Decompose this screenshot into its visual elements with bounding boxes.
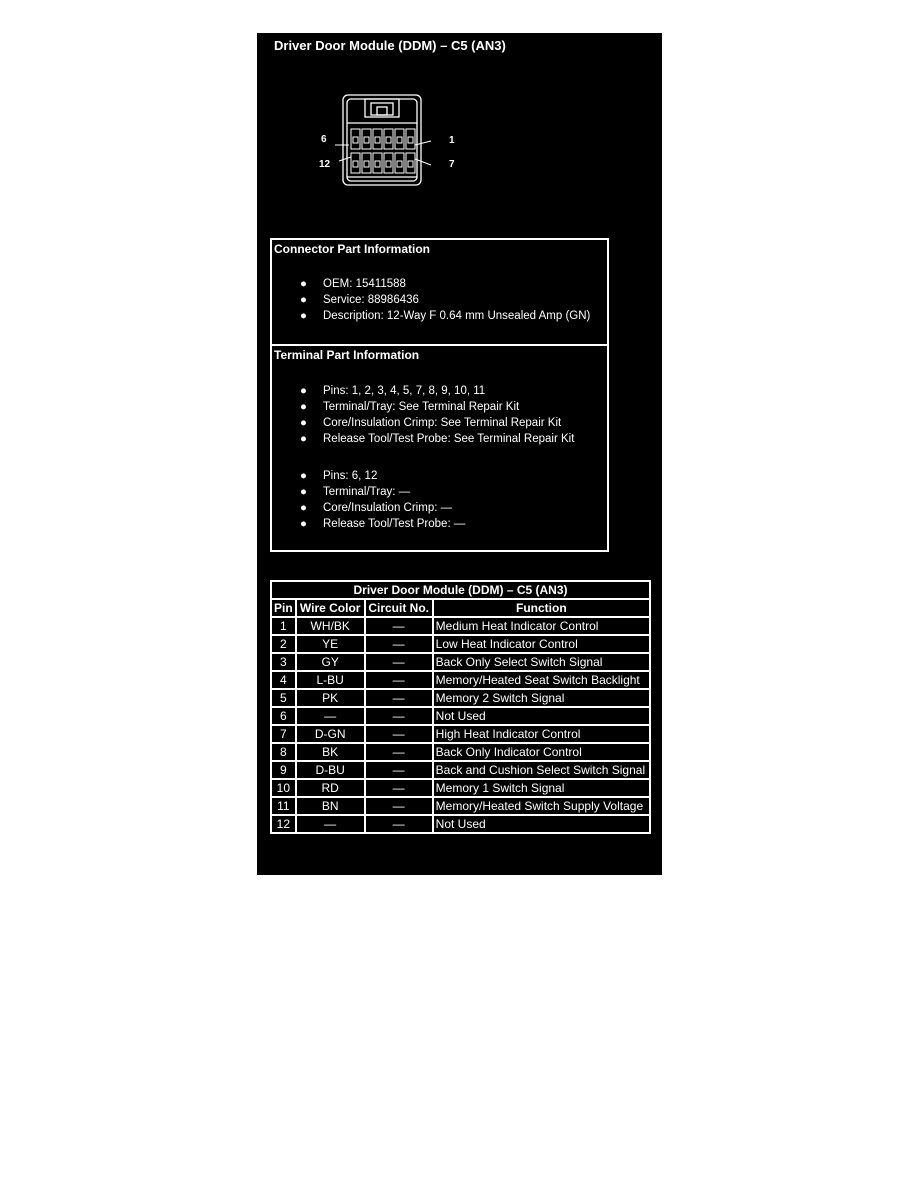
pin-label-7: 7: [449, 159, 455, 170]
connector-pin-cavity: [406, 129, 415, 149]
pin-cell: 3: [271, 653, 296, 671]
wire-color-cell: L-BU: [296, 671, 365, 689]
function-cell: Low Heat Indicator Control: [433, 635, 650, 653]
connector-pin-terminal: [397, 137, 402, 143]
connector-diagram: [313, 93, 463, 193]
wire-color-cell: WH/BK: [296, 617, 365, 635]
wire-color-cell: YE: [296, 635, 365, 653]
column-header-function: Function: [433, 599, 650, 617]
list-item-text: Core/Insulation Crimp: See Terminal Repair Kit: [323, 417, 562, 429]
list-item-text: Release Tool/Test Probe: See Terminal Repair Kit: [323, 433, 575, 445]
function-cell: Back Only Indicator Control: [433, 743, 650, 761]
bullet-icon: ●: [300, 310, 307, 322]
bullet-icon: ●: [300, 486, 307, 498]
list-item-text: Description: 12-Way F 0.64 mm Unsealed Amp (GN): [323, 310, 591, 322]
connector-pin-cavity: [384, 153, 393, 173]
pinout-table-body: [271, 617, 650, 833]
table-row: [271, 635, 650, 653]
wire-color-cell: RD: [296, 779, 365, 797]
connector-part-info-box: [270, 238, 609, 346]
circuit-number-cell: —: [365, 617, 433, 635]
function-cell: High Heat Indicator Control: [433, 725, 650, 743]
page-title: Driver Door Module (DDM) – C5 (AN3): [274, 38, 506, 53]
connector-pin-terminal: [353, 161, 358, 167]
function-cell: Medium Heat Indicator Control: [433, 617, 650, 635]
table-row: [271, 779, 650, 797]
wire-color-cell: —: [296, 707, 365, 725]
list-item: [282, 431, 574, 447]
function-cell: Memory 1 Switch Signal: [433, 779, 650, 797]
bullet-icon: ●: [300, 518, 307, 530]
list-item: [282, 383, 574, 399]
bullet-icon: ●: [300, 294, 307, 306]
pin-cell: 12: [271, 815, 296, 833]
table-row: [271, 671, 650, 689]
connector-pin-cavity: [384, 129, 393, 149]
function-cell: Back Only Select Switch Signal: [433, 653, 650, 671]
column-header-pin: Pin: [271, 599, 296, 617]
pin-cell: 2: [271, 635, 296, 653]
pin-cell: 8: [271, 743, 296, 761]
pin-cell: 5: [271, 689, 296, 707]
pin-cell: 6: [271, 707, 296, 725]
connector-pin-terminal: [364, 137, 369, 143]
table-row: [271, 689, 650, 707]
connector-pin-cavity: [362, 153, 371, 173]
table-row: [271, 797, 650, 815]
connector-pin-terminal: [386, 161, 391, 167]
table-header-row: [271, 599, 650, 617]
bullet-icon: ●: [300, 470, 307, 482]
bullet-icon: ●: [300, 385, 307, 397]
list-item-text: Service: 88986436: [323, 294, 419, 306]
list-item-text: OEM: 15411588: [323, 278, 406, 290]
bullet-icon: ●: [300, 401, 307, 413]
connector-pin-terminal: [386, 137, 391, 143]
function-cell: Memory/Heated Seat Switch Backlight: [433, 671, 650, 689]
circuit-number-cell: —: [365, 689, 433, 707]
terminal-part-info-box: [270, 344, 609, 552]
circuit-number-cell: —: [365, 761, 433, 779]
column-header-circuit-no: Circuit No.: [365, 599, 433, 617]
connector-pin-terminal: [364, 161, 369, 167]
connector-pin-cavity: [351, 129, 360, 149]
wire-color-cell: BK: [296, 743, 365, 761]
connector-pin-cavity: [373, 129, 382, 149]
wire-color-cell: PK: [296, 689, 365, 707]
wire-color-cell: BN: [296, 797, 365, 815]
pin-cell: 1: [271, 617, 296, 635]
column-header-wire-color: Wire Color: [296, 599, 365, 617]
connector-pin-cavity: [351, 153, 360, 173]
wire-color-cell: D-BU: [296, 761, 365, 779]
table-row: [271, 815, 650, 833]
list-item: [282, 415, 574, 431]
function-cell: Not Used: [433, 707, 650, 725]
circuit-number-cell: —: [365, 815, 433, 833]
pin-cell: 9: [271, 761, 296, 779]
bullet-icon: ●: [300, 417, 307, 429]
function-cell: Memory/Heated Switch Supply Voltage: [433, 797, 650, 815]
table-row: [271, 653, 650, 671]
pin-label-6: 6: [321, 134, 327, 145]
pin-cell: 10: [271, 779, 296, 797]
terminal-part-info-group-2: [282, 468, 465, 532]
connector-pin-cavity: [373, 153, 382, 173]
circuit-number-cell: —: [365, 671, 433, 689]
connector-pin-cavity: [395, 153, 404, 173]
connector-pin-terminal: [353, 137, 358, 143]
connector-pin-terminal: [408, 161, 413, 167]
circuit-number-cell: —: [365, 635, 433, 653]
list-item-text: Release Tool/Test Probe: —: [323, 518, 466, 530]
connector-pin-cavity: [395, 129, 404, 149]
terminal-part-info-heading: Terminal Part Information: [274, 348, 420, 362]
circuit-number-cell: —: [365, 653, 433, 671]
list-item: [282, 399, 574, 415]
pinout-table: [270, 580, 651, 834]
wire-color-cell: GY: [296, 653, 365, 671]
connector-pin-terminal: [375, 161, 380, 167]
bullet-icon: ●: [300, 502, 307, 514]
function-cell: Back and Cushion Select Switch Signal: [433, 761, 650, 779]
list-item-text: Terminal/Tray: See Terminal Repair Kit: [323, 401, 520, 413]
table-row: [271, 617, 650, 635]
connector-pin-terminal: [397, 161, 402, 167]
bullet-icon: ●: [300, 433, 307, 445]
list-item: [282, 468, 465, 484]
circuit-number-cell: —: [365, 779, 433, 797]
list-item: [282, 516, 465, 532]
wire-color-cell: —: [296, 815, 365, 833]
list-item-text: Pins: 6, 12: [323, 470, 378, 482]
connector-pin-cavity: [362, 129, 371, 149]
connector-pin-terminal: [408, 137, 413, 143]
table-title-row: [271, 581, 650, 599]
circuit-number-cell: —: [365, 707, 433, 725]
connector-pin-terminal: [375, 137, 380, 143]
list-item: [282, 276, 590, 292]
document-panel: [257, 33, 662, 875]
pin-cell: 11: [271, 797, 296, 815]
circuit-number-cell: —: [365, 797, 433, 815]
table-row: [271, 743, 650, 761]
list-item-text: Terminal/Tray: —: [323, 486, 411, 498]
function-cell: Not Used: [433, 815, 650, 833]
bullet-icon: ●: [300, 278, 307, 290]
list-item-text: Pins: 1, 2, 3, 4, 5, 7, 8, 9, 10, 11: [323, 385, 486, 397]
list-item: [282, 308, 590, 324]
table-row: [271, 707, 650, 725]
connector-part-info-heading: Connector Part Information: [274, 242, 431, 256]
connector-part-info-list: [282, 276, 590, 324]
circuit-number-cell: —: [365, 725, 433, 743]
pin-cell: 4: [271, 671, 296, 689]
pin-label-12: 12: [319, 159, 331, 170]
list-item-text: Core/Insulation Crimp: —: [323, 502, 453, 514]
list-item: [282, 292, 590, 308]
pin-label-1: 1: [449, 135, 455, 146]
circuit-number-cell: —: [365, 743, 433, 761]
table-row: [271, 725, 650, 743]
list-item: [282, 500, 465, 516]
function-cell: Memory 2 Switch Signal: [433, 689, 650, 707]
terminal-part-info-group-1: [282, 383, 574, 447]
pin-cell: 7: [271, 725, 296, 743]
connector-pin-cavity: [406, 153, 415, 173]
connector-drawing: [313, 93, 463, 193]
list-item: [282, 484, 465, 500]
wire-color-cell: D-GN: [296, 725, 365, 743]
table-row: [271, 761, 650, 779]
table-title: Driver Door Module (DDM) – C5 (AN3): [271, 581, 650, 599]
